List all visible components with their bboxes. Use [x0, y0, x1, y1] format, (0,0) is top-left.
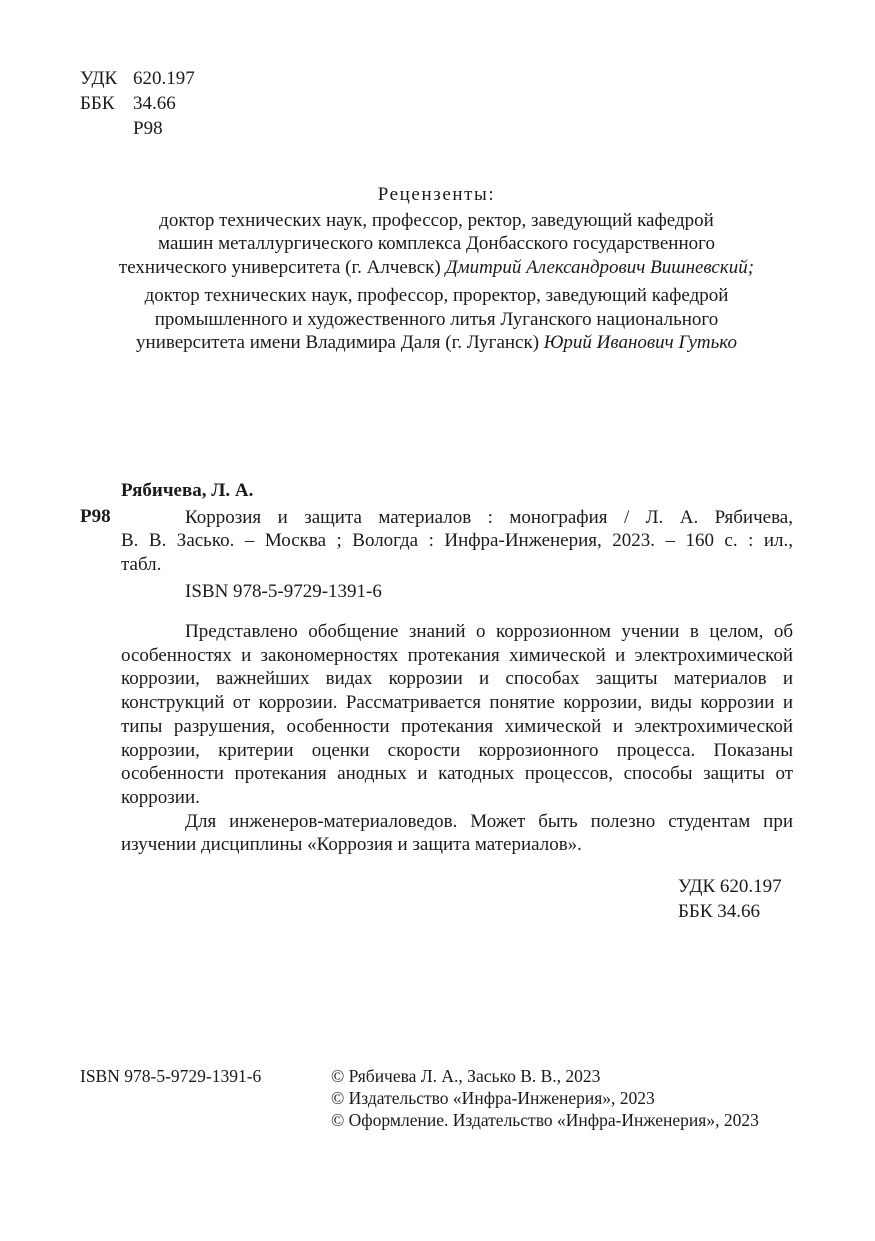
reviewer-1-name: Дмитрий Александрович Вишневский; — [445, 256, 755, 278]
reviewers-title: Рецензенты: — [377, 184, 496, 205]
bottom-bbk: ББК 34.66 — [678, 901, 760, 922]
record-line: В. В. Засько. – Москва ; Вологда : Инфра-Инженерия, 2023. – 160 с. : ил., — [121, 530, 793, 551]
copyright-block — [331, 1065, 759, 1131]
copyright-line: © Издательство «Инфра-Инженерия», 2023 — [331, 1088, 655, 1108]
author-sign-row — [80, 117, 195, 142]
reviewer-2-name: Юрий Иванович Гутько — [543, 332, 737, 353]
record-author: Рябичева, Л. А. — [121, 480, 254, 501]
annotation — [121, 620, 793, 857]
bottom-classification-codes — [678, 875, 782, 925]
reviewer-2-line: университета имени Владимира Даля (г. Луганск) Юрий Иванович Гутько — [136, 332, 737, 353]
footer-isbn: ISBN 978-5-9729-1391-6 — [80, 1066, 262, 1086]
author-sign: Р98 — [133, 118, 163, 139]
bottom-udk: УДК 620.197 — [678, 876, 782, 897]
udk-row — [80, 67, 195, 92]
bibliographic-record — [80, 479, 793, 604]
record-line: табл. — [121, 553, 162, 575]
reviewer-2 — [80, 284, 793, 355]
reviewer-2-line: промышленного и художественного литья Луганского национального — [154, 308, 719, 330]
annotation-paragraph: Для инженеров-материаловедов. Может быть полезно студентам при изучении дисциплины «Коррозия и защита материалов». — [121, 810, 793, 856]
record-sign: Р98 — [80, 506, 111, 527]
record-isbn: ISBN 978-5-9729-1391-6 — [185, 581, 382, 602]
bbk-value: 34.66 — [133, 93, 176, 114]
bbk-label: ББК — [80, 93, 115, 114]
reviewer-1-line: машин металлургического комплекса Донбасского государственного — [158, 233, 715, 254]
reviewer-2-line: доктор технических наук, профессор, проректор, заведующий кафедрой — [144, 285, 729, 306]
reviewer-1 — [80, 209, 793, 280]
reviewer-1-line: доктор технических наук, профессор, ректор, заведующий кафедрой — [159, 209, 714, 231]
copyright-line: © Оформление. Издательство «Инфра-Инженерия», 2023 — [331, 1110, 759, 1130]
copyright-line: © Рябичева Л. А., Засько В. В., 2023 — [331, 1066, 601, 1086]
udk-value: 620.197 — [133, 68, 195, 89]
record-line: Коррозия и защита материалов : монография / Л. А. Рябичева, — [185, 506, 793, 528]
bbk-row — [80, 92, 195, 117]
record-description — [80, 506, 793, 577]
reviewers-block — [80, 183, 793, 360]
reviewer-1-line: технического университета (г. Алчевск) Дмитрий Александрович Вишневский; — [118, 256, 755, 278]
udk-label: УДК — [80, 68, 118, 89]
annotation-paragraph: Представлено обобщение знаний о коррозионном учении в целом, об особенностях и закономерностях протекания химической и электрохимической коррозии, важнейших видах коррозии и способах защиты материалов и конструкций от коррозии. Рассматривается понятие коррозии, виды коррозии и типы разрушения, особенности протекания химической и электрохимической коррозии, критерии оценки скорости коррозионного процесса. Показаны особенности протекания анодных и катодных процессов, способы защиты от коррозии. — [121, 621, 793, 808]
classification-codes — [80, 67, 195, 142]
